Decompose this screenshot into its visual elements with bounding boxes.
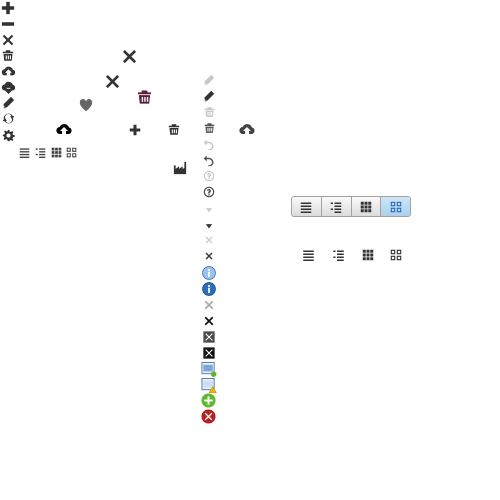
undo-icon[interactable] <box>203 138 215 150</box>
detail-view-button[interactable] <box>322 197 352 216</box>
undo-icon[interactable] <box>203 154 215 166</box>
plus-icon[interactable] <box>129 124 141 136</box>
grid-view-button[interactable] <box>352 197 382 216</box>
close-icon[interactable] <box>122 49 137 64</box>
tile-view-icon[interactable] <box>66 147 77 158</box>
info-icon[interactable] <box>202 282 216 296</box>
trash-icon[interactable] <box>168 123 180 136</box>
close-icon[interactable] <box>205 236 213 244</box>
close-icon[interactable] <box>204 300 214 310</box>
refresh-icon[interactable] <box>2 112 15 125</box>
grid-view-icon[interactable] <box>51 147 62 158</box>
trash-icon[interactable] <box>204 122 215 134</box>
cloud-upload-icon[interactable] <box>1 64 16 78</box>
detail-view-icon[interactable] <box>332 249 345 261</box>
dropdown-arrow-icon[interactable] <box>204 221 214 231</box>
minus-icon[interactable] <box>1 17 15 31</box>
tile-view-button[interactable] <box>381 197 410 216</box>
close-box-icon[interactable] <box>203 347 215 359</box>
cloud-upload-icon[interactable] <box>55 121 73 137</box>
close-box-icon[interactable] <box>203 331 215 343</box>
plus-icon[interactable] <box>1 1 15 15</box>
detail-view-icon[interactable] <box>35 147 46 158</box>
heart-icon[interactable] <box>79 98 93 112</box>
pencil-icon[interactable] <box>2 96 15 109</box>
pencil-icon[interactable] <box>203 90 215 102</box>
view-mode-toggle[interactable] <box>291 196 411 217</box>
close-icon[interactable] <box>204 316 214 326</box>
add-circle-icon[interactable] <box>201 393 216 408</box>
list-view-button[interactable] <box>292 197 322 216</box>
close-icon[interactable] <box>2 34 14 46</box>
image-warning-icon[interactable] <box>201 378 217 393</box>
grid-view-icon <box>360 201 372 213</box>
list-view-icon[interactable] <box>19 147 30 158</box>
dropdown-arrow-icon[interactable] <box>204 205 214 215</box>
list-view-icon[interactable] <box>302 249 315 261</box>
trash-icon[interactable] <box>204 106 215 118</box>
factory-icon[interactable] <box>172 161 188 175</box>
help-icon[interactable] <box>203 170 215 182</box>
pencil-icon[interactable] <box>203 74 215 86</box>
cloud-download-icon[interactable] <box>1 80 16 94</box>
trash-icon[interactable] <box>137 89 152 105</box>
help-icon[interactable] <box>203 186 215 198</box>
tile-view-icon <box>390 201 402 213</box>
grid-view-icon[interactable] <box>362 249 374 261</box>
remove-circle-icon[interactable] <box>201 409 216 424</box>
tile-view-icon[interactable] <box>390 249 402 261</box>
list-view-icon <box>300 201 312 213</box>
close-icon[interactable] <box>205 252 213 260</box>
image-icon[interactable] <box>201 362 217 377</box>
trash-icon[interactable] <box>2 49 14 62</box>
cloud-upload-icon[interactable] <box>235 121 259 137</box>
gear-icon[interactable] <box>2 129 15 142</box>
detail-view-icon <box>330 201 342 213</box>
info-icon[interactable] <box>202 266 216 280</box>
close-icon[interactable] <box>105 74 120 89</box>
